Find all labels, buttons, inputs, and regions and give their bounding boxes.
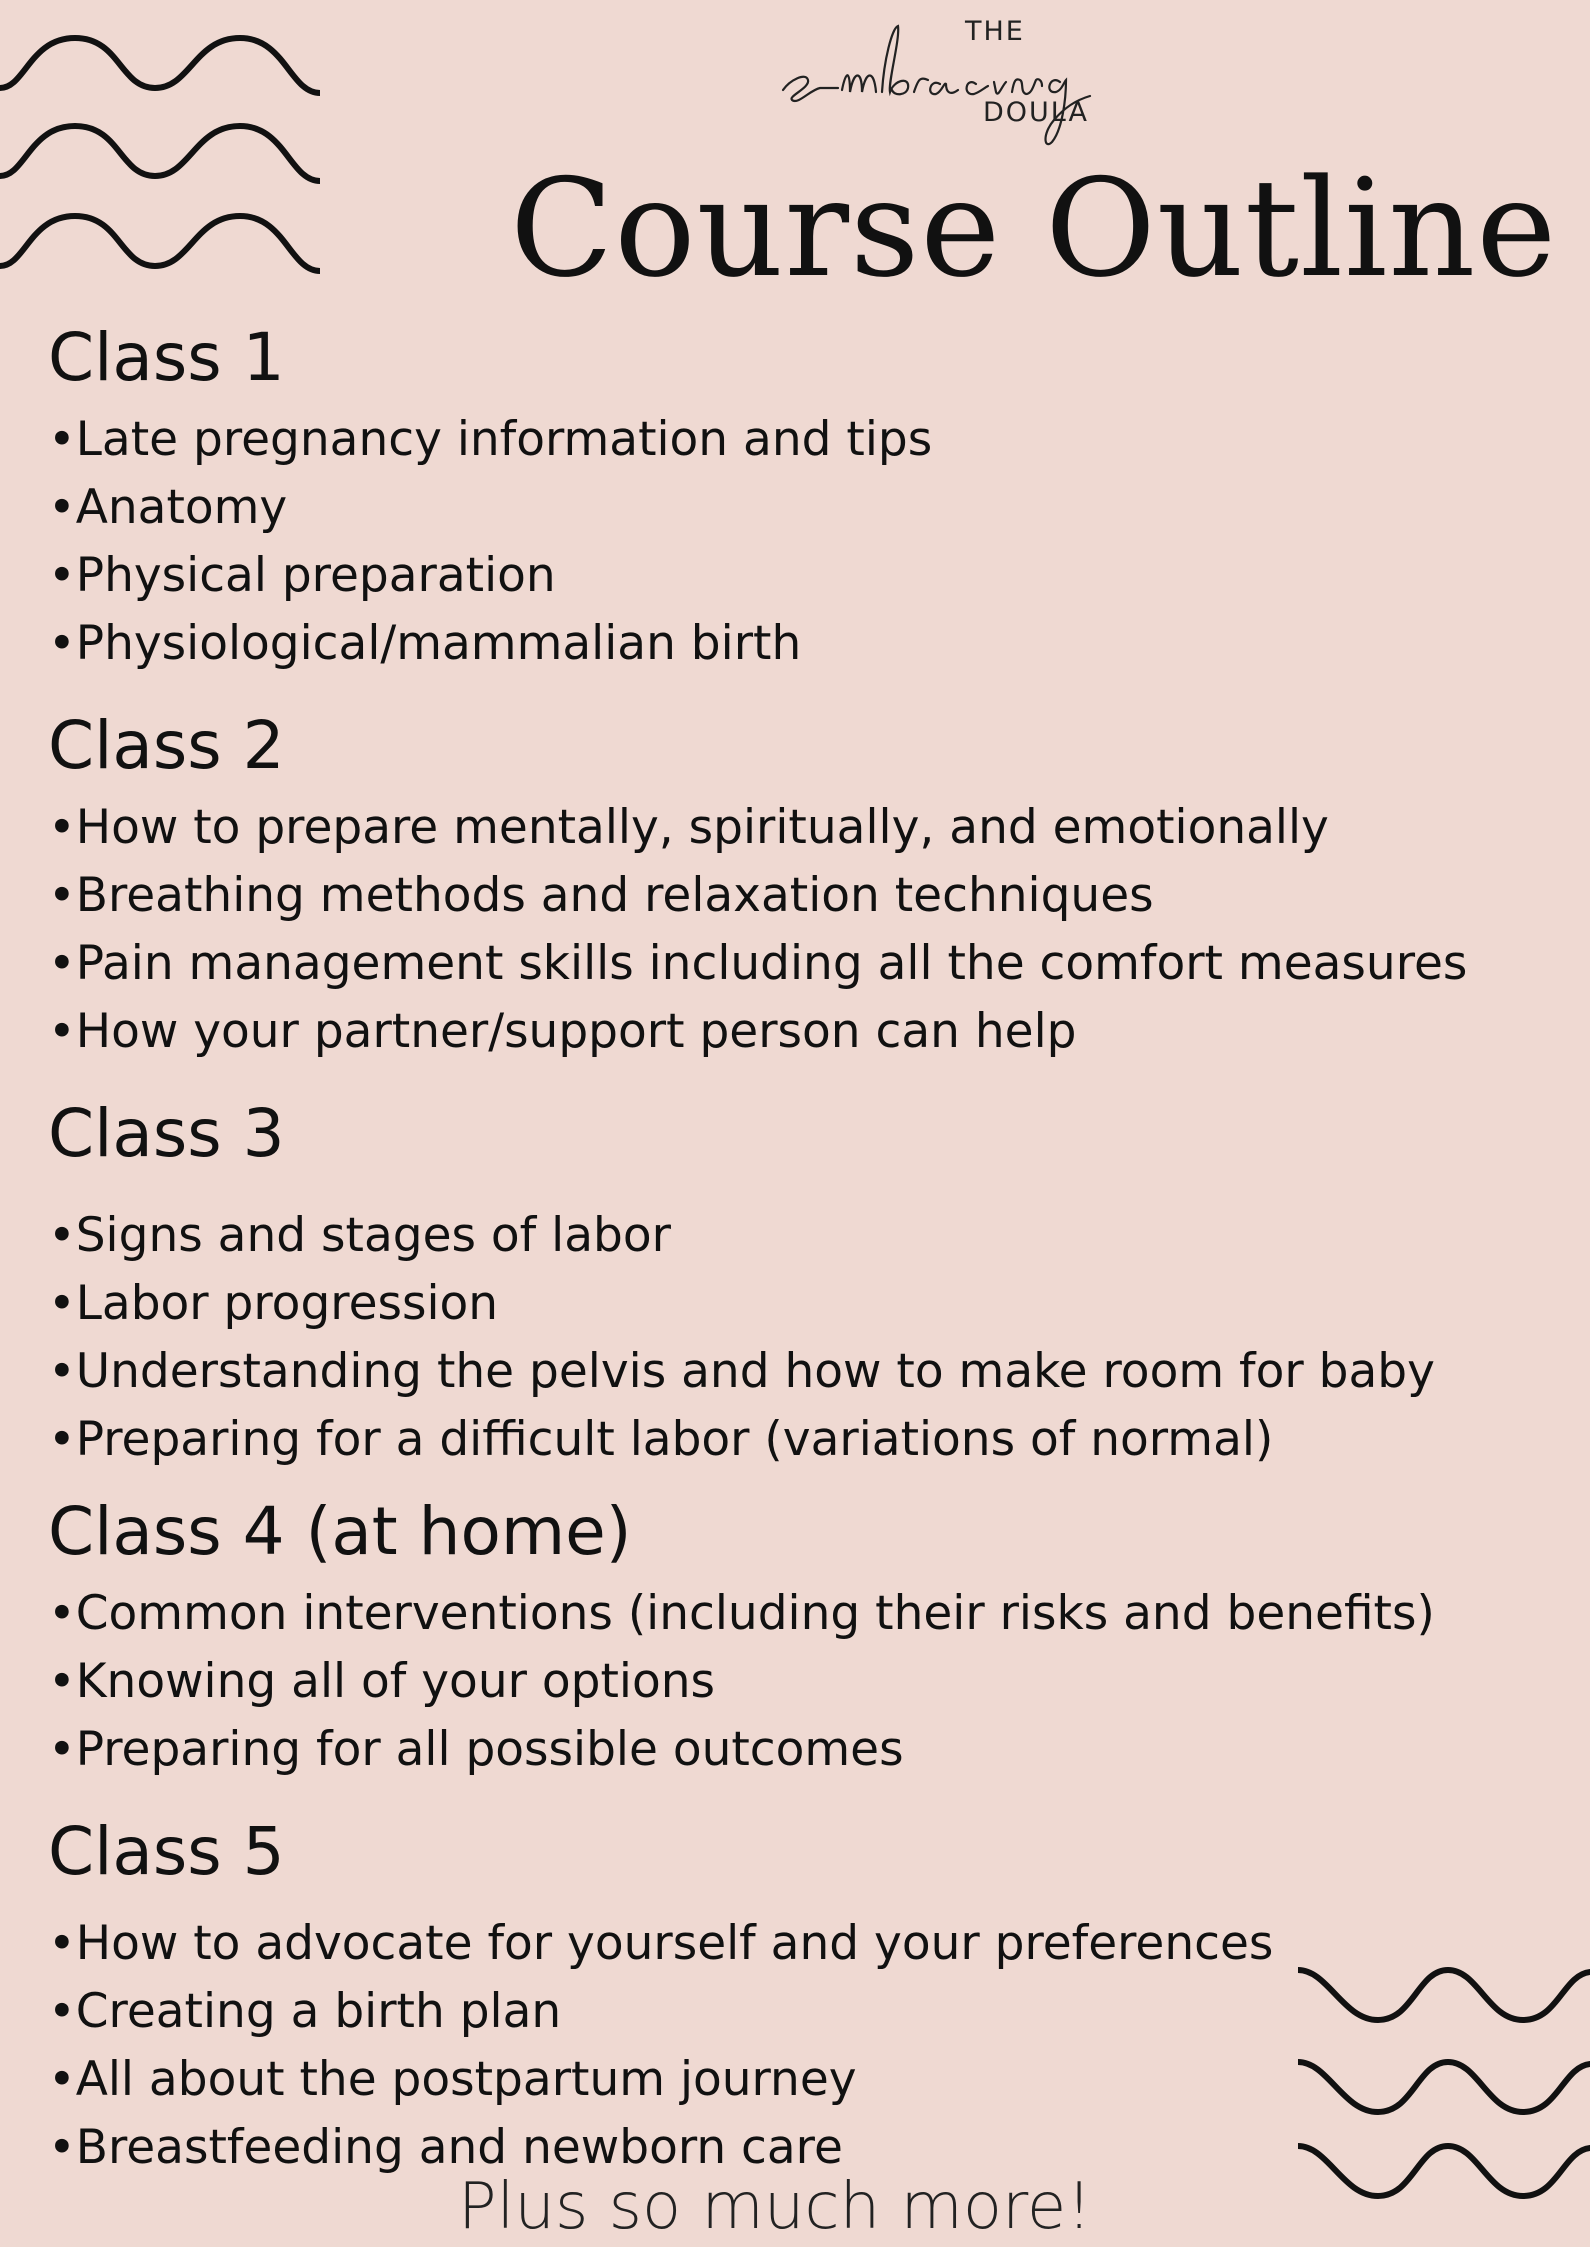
list-item: •Creating a birth plan [48,1984,562,2039]
list-item: •Understanding the pelvis and how to make room for baby [48,1344,1435,1399]
list-item: •How to prepare mentally, spiritually, and emotionally [48,800,1329,855]
list-item: •Preparing for a difficult labor (variations of normal) [48,1412,1274,1467]
list-item: •Physiological/mammalian birth [48,616,802,671]
course-outline [48,310,1548,2182]
class-heading: Class 2 [48,707,285,784]
class-heading: Class 4 (at home) [48,1493,632,1570]
list-item: •How your partner/support person can help [48,1004,1077,1059]
page-title: Course Outline [510,150,1558,307]
list-item: •Breastfeeding and newborn care [48,2120,843,2175]
logo-script-mark [780,10,1160,150]
class-heading: Class 3 [48,1095,285,1172]
list-item: •Physical preparation [48,548,556,603]
list-item: •Late pregnancy information and tips [48,412,933,467]
closing-text: Plus so much more! [458,2170,1092,2244]
class-section [48,698,1548,1066]
list-item: •Labor progression [48,1276,499,1331]
class-heading: Class 1 [48,319,285,396]
class-items [48,794,1548,1066]
list-item: •Common interventions (including their risks and benefits) [48,1586,1435,1641]
list-item: •Pain management skills including all the comfort measures [48,936,1468,991]
class-items [48,1202,1548,1474]
list-item: •Breathing methods and relaxation techniques [48,868,1154,923]
class-items [48,1580,1548,1784]
list-item: •Knowing all of your options [48,1654,715,1709]
wave-lines-icon [1298,1950,1590,2200]
list-item: •Signs and stages of labor [48,1208,671,1263]
list-item: •Preparing for all possible outcomes [48,1722,904,1777]
list-item: •All about the postpartum journey [48,2052,857,2107]
wave-lines-icon [0,28,320,288]
brand-logo [780,10,1160,150]
class-heading: Class 5 [48,1813,285,1890]
list-item: •Anatomy [48,480,288,535]
logo-doula-text: DOULA [983,97,1089,128]
list-item: •How to advocate for yourself and your preferences [48,1916,1274,1971]
class-items [48,406,1548,678]
class-section [48,1086,1548,1474]
class-section [48,1484,1548,1784]
logo-the-text: THE [965,16,1025,47]
class-section [48,310,1548,678]
